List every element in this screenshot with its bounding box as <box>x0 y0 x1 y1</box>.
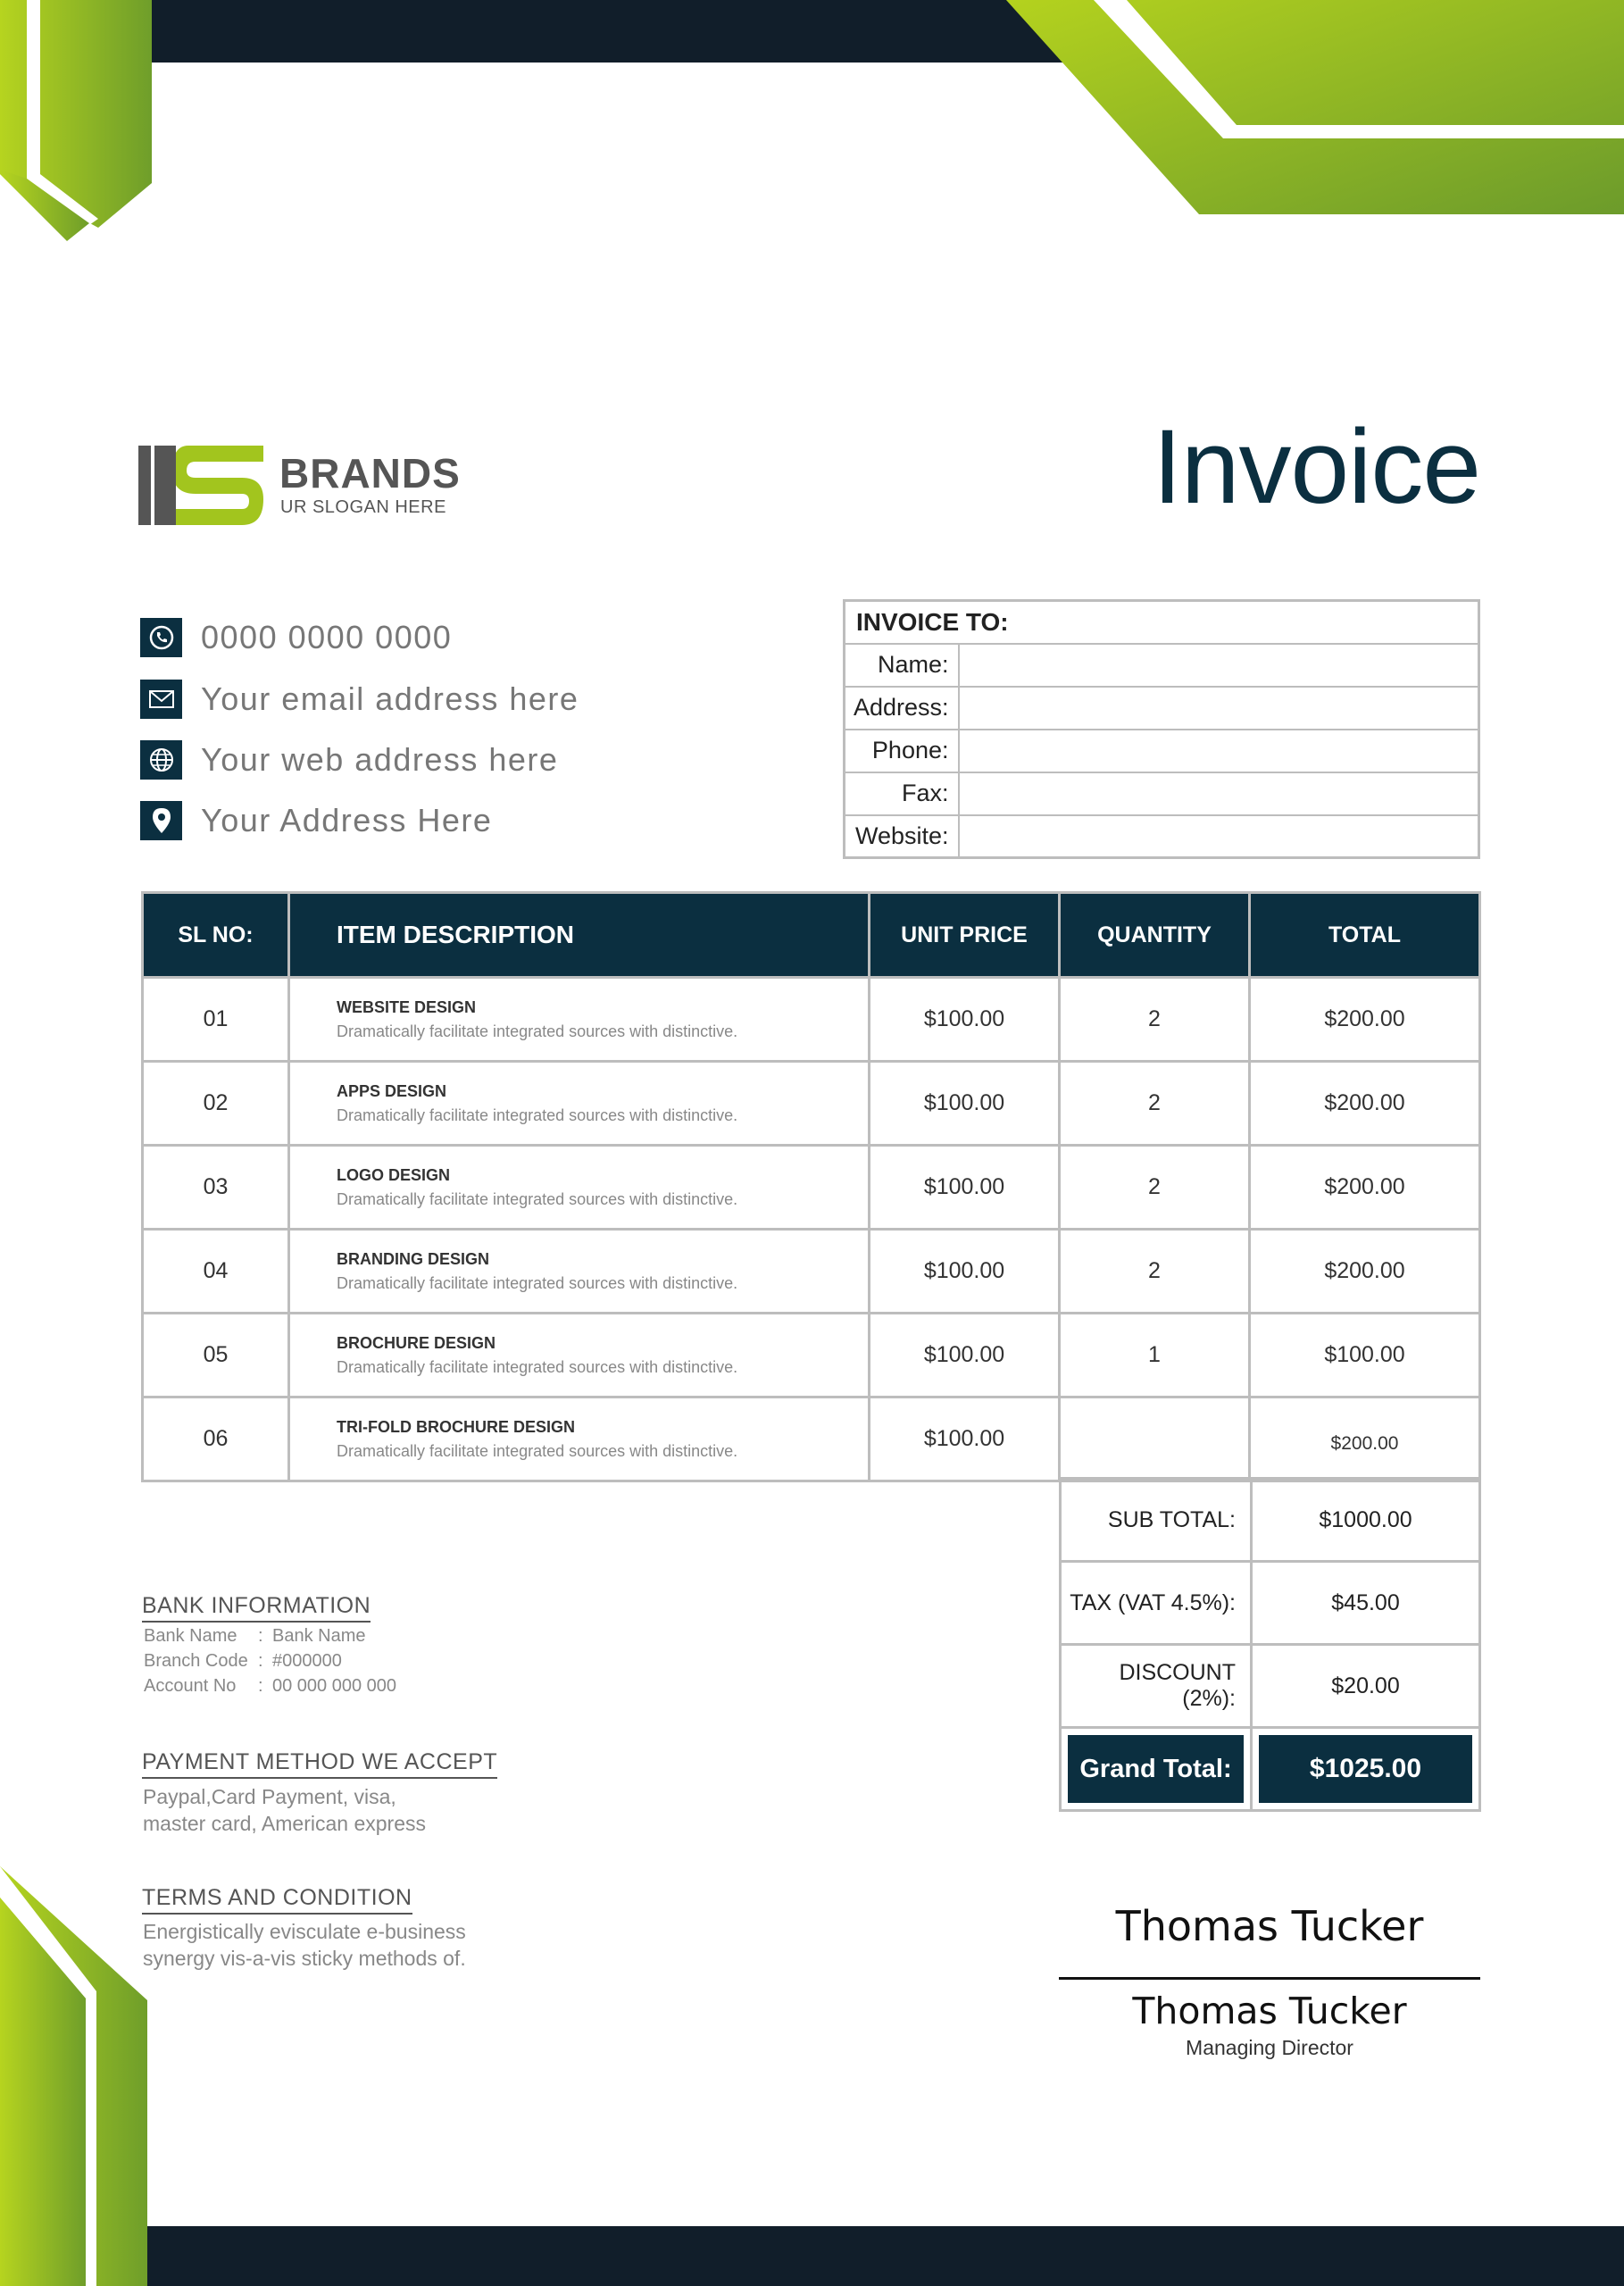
signatory-name: Thomas Tucker <box>1132 1990 1407 2032</box>
row-description <box>289 1062 870 1146</box>
top-dark-band <box>89 0 1161 63</box>
row-number: 02 <box>143 1062 289 1146</box>
invoice-to-fax-label: Fax: <box>845 772 959 815</box>
invoice-to-table <box>843 599 1480 859</box>
row-total: $200.00 <box>1250 1397 1480 1481</box>
row-description <box>289 1397 870 1481</box>
phone-text: 0000 0000 0000 <box>201 619 453 655</box>
header-quantity: QUANTITY <box>1060 893 1250 978</box>
invoice-to-website-field[interactable] <box>959 815 1479 858</box>
item-name: BRANDING DESIGN <box>337 1249 490 1268</box>
table-row <box>143 1230 1480 1314</box>
header-unit-price: UNIT PRICE <box>870 893 1060 978</box>
row-unit-price: $100.00 <box>870 978 1060 1062</box>
header-item-description: ITEM DESCRIPTION <box>289 893 870 978</box>
header-sl-no: SL NO: <box>143 893 289 978</box>
row-unit-price: $100.00 <box>870 1230 1060 1314</box>
tax-label: TAX (VAT 4.5%): <box>1061 1562 1252 1645</box>
row-unit-price: $100.00 <box>870 1062 1060 1146</box>
grand-total-value: $1025.00 <box>1259 1735 1472 1803</box>
bank-row-name: Bank Name : Bank Name <box>144 1626 366 1646</box>
row-quantity: 1 <box>1060 1314 1250 1397</box>
row-total: $200.00 <box>1250 1146 1480 1230</box>
row-total: $200.00 <box>1250 1062 1480 1146</box>
row-number: 01 <box>143 978 289 1062</box>
grand-total-label: Grand Total: <box>1068 1735 1244 1803</box>
globe-icon <box>140 740 182 780</box>
item-detail: Dramatically facilitate integrated sources with distinctive. <box>337 1441 738 1460</box>
address-text: Your Address Here <box>201 802 493 838</box>
grand-total-value-cell <box>1252 1728 1480 1811</box>
tax-value: $45.00 <box>1252 1562 1480 1645</box>
phone-icon <box>140 618 182 657</box>
invoice-title: Invoice <box>1153 408 1480 526</box>
brand-logo <box>137 442 476 531</box>
item-detail: Dramatically facilitate integrated sources with distinctive. <box>337 1273 738 1292</box>
row-total: $200.00 <box>1250 1230 1480 1314</box>
invoice-to-website-label: Website: <box>845 815 959 858</box>
item-detail: Dramatically facilitate integrated sources with distinctive. <box>337 1022 738 1040</box>
location-pin-icon <box>140 801 182 840</box>
invoice-to-address-field[interactable] <box>959 687 1479 730</box>
items-header-row <box>143 893 1480 978</box>
bank-row-account: Account No : 00 000 000 000 <box>144 1676 397 1696</box>
item-detail: Dramatically facilitate integrated sources with distinctive. <box>337 1189 738 1208</box>
discount-value: $20.00 <box>1252 1645 1480 1728</box>
signatory-role: Managing Director <box>1186 2036 1353 2059</box>
bank-info-title: BANK INFORMATION <box>142 1593 371 1623</box>
discount-label: DISCOUNT (2%): <box>1061 1645 1252 1728</box>
terms-text: Energistically evisculate e-business synergy vis-a-vis sticky methods of. <box>143 1920 466 1970</box>
row-unit-price: $100.00 <box>870 1314 1060 1397</box>
signature-line <box>1059 1977 1480 1980</box>
invoice-to-phone-label: Phone: <box>845 730 959 772</box>
row-number: 05 <box>143 1314 289 1397</box>
row-number: 06 <box>143 1397 289 1481</box>
row-quantity: 2 <box>1060 1062 1250 1146</box>
invoice-to-address-label: Address: <box>845 687 959 730</box>
row-description <box>289 1146 870 1230</box>
table-row <box>143 1146 1480 1230</box>
table-row <box>143 1062 1480 1146</box>
table-row <box>143 1314 1480 1397</box>
bottom-dark-band <box>89 2226 1624 2286</box>
row-quantity: 2 <box>1060 978 1250 1062</box>
row-number: 04 <box>143 1230 289 1314</box>
table-row <box>143 978 1480 1062</box>
invoice-to-fax-field[interactable] <box>959 772 1479 815</box>
top-right-green-shape <box>1006 0 1624 214</box>
item-name: BROCHURE DESIGN <box>337 1333 496 1352</box>
terms-title: TERMS AND CONDITION <box>142 1885 412 1915</box>
invoice-to-name-label: Name: <box>845 644 959 687</box>
row-description <box>289 978 870 1062</box>
contact-phone <box>140 618 452 657</box>
subtotal-label: SUB TOTAL: <box>1061 1479 1252 1562</box>
web-text: Your web address here <box>201 741 559 778</box>
bank-row-branch: Branch Code : #000000 <box>144 1651 342 1671</box>
email-text: Your email address here <box>201 680 579 717</box>
item-name: LOGO DESIGN <box>337 1165 451 1184</box>
brand-name: BRANDS <box>279 450 461 496</box>
item-name: TRI-FOLD BROCHURE DESIGN <box>337 1417 575 1436</box>
subtotal-value: $1000.00 <box>1252 1479 1480 1562</box>
signature-script: Thomas Tucker <box>1115 1902 1424 1950</box>
contact-address <box>140 801 492 840</box>
contact-email <box>140 680 579 719</box>
row-quantity: 2 <box>1060 1230 1250 1314</box>
invoice-to-name-field[interactable] <box>959 644 1479 687</box>
brand-logo-mark <box>137 442 266 527</box>
grand-total-label-cell <box>1061 1728 1252 1811</box>
envelope-icon <box>140 680 182 719</box>
row-unit-price: $100.00 <box>870 1397 1060 1481</box>
invoice-to-phone-field[interactable] <box>959 730 1479 772</box>
table-row <box>143 1397 1480 1481</box>
row-description <box>289 1230 870 1314</box>
invoice-to-heading: INVOICE TO: <box>845 601 1479 644</box>
item-detail: Dramatically facilitate integrated sources with distinctive. <box>337 1357 738 1376</box>
row-description <box>289 1314 870 1397</box>
payment-title: PAYMENT METHOD WE ACCEPT <box>142 1749 497 1779</box>
row-total: $100.00 <box>1250 1314 1480 1397</box>
item-name: APPS DESIGN <box>337 1081 447 1100</box>
brand-slogan: UR SLOGAN HERE <box>280 497 446 517</box>
item-name: WEBSITE DESIGN <box>337 997 477 1016</box>
item-detail: Dramatically facilitate integrated sources with distinctive. <box>337 1105 738 1124</box>
row-quantity: 2 <box>1060 1146 1250 1230</box>
payment-text: Paypal,Card Payment, visa, master card, American express <box>143 1785 427 1835</box>
row-number: 03 <box>143 1146 289 1230</box>
row-unit-price: $100.00 <box>870 1146 1060 1230</box>
items-table <box>141 891 1481 1482</box>
totals-table <box>1059 1477 1481 1812</box>
row-quantity <box>1060 1397 1250 1481</box>
contact-web <box>140 740 558 780</box>
row-total: $200.00 <box>1250 978 1480 1062</box>
header-total: TOTAL <box>1250 893 1480 978</box>
